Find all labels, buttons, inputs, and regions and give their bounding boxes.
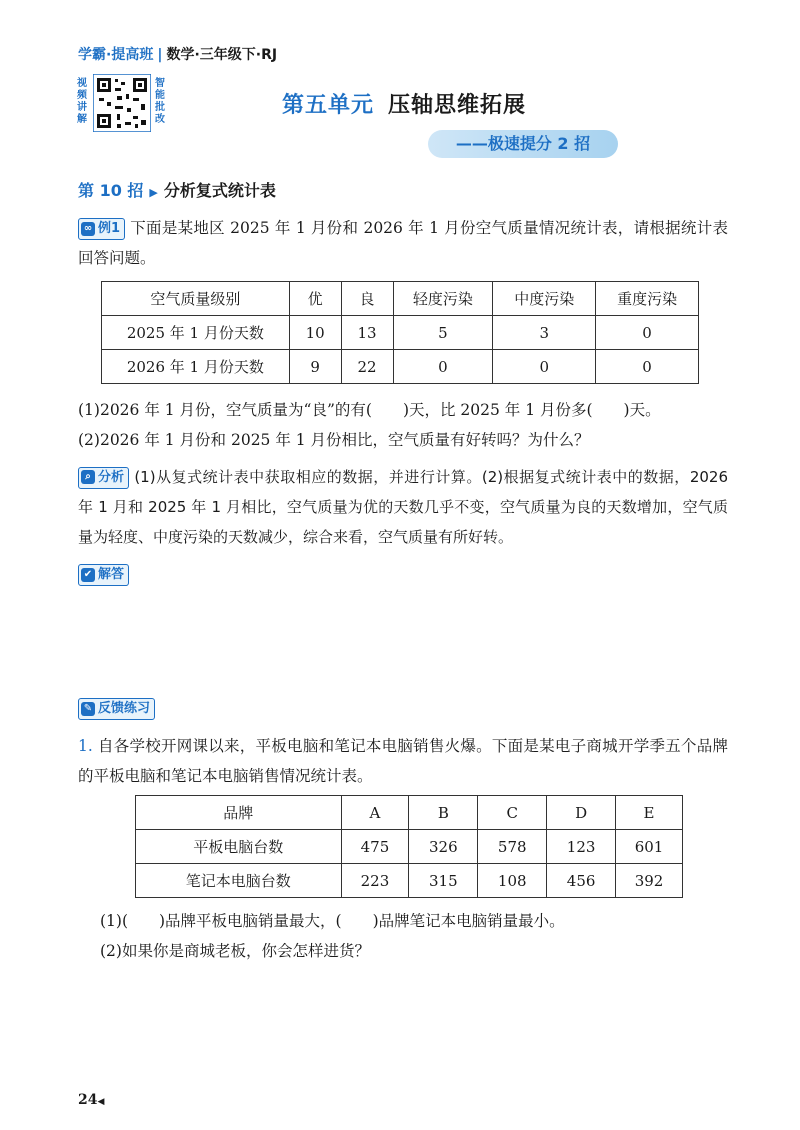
table-cell: 0 bbox=[493, 350, 596, 384]
unit-title bbox=[282, 88, 526, 119]
table-cell: 315 bbox=[409, 864, 478, 898]
brand-header bbox=[78, 44, 277, 64]
table-cell: 456 bbox=[547, 864, 616, 898]
answer-tag: ✔ 解答 bbox=[78, 564, 129, 586]
qr-right-label: 智能批改 bbox=[155, 78, 165, 125]
table-cell: 326 bbox=[409, 830, 478, 864]
table-cell: 123 bbox=[547, 830, 616, 864]
example-text: 下面是某地区 2025 年 1 月份和 2026 年 1 月份空气质量情况统计表，请根据统计表回答问题。 bbox=[78, 219, 728, 267]
brand-separator: | bbox=[157, 47, 163, 63]
example-question-1: (1)2026 年 1 月份，空气质量为“良”的有( )天，比 2025 年 1 月份多( )天。 bbox=[78, 401, 661, 419]
table-header-cell: 重度污染 bbox=[596, 282, 699, 316]
table-header-cell: 中度污染 bbox=[493, 282, 596, 316]
link-icon: ∞ bbox=[81, 222, 95, 236]
practice-text: 自各学校开网课以来，平板电脑和笔记本电脑销售火爆。下面是某电子商城开学季五个品牌的平板电脑和笔记本电脑销售情况统计表。 bbox=[78, 737, 728, 785]
section-title: 分析复式统计表 bbox=[163, 181, 276, 200]
table-cell: 22 bbox=[341, 350, 393, 384]
unit-name: 压轴思维拓展 bbox=[388, 93, 527, 118]
table-cell: 578 bbox=[478, 830, 547, 864]
table-cell: 3 bbox=[493, 316, 596, 350]
table-cell: 笔记本电脑台数 bbox=[136, 864, 342, 898]
table-cell: 9 bbox=[289, 350, 341, 384]
table-header-cell: D bbox=[547, 796, 616, 830]
table-cell: 10 bbox=[289, 316, 341, 350]
table-cell: 108 bbox=[478, 864, 547, 898]
example-question-2: (2)2026 年 1 月份和 2025 年 1 月份相比，空气质量有好转吗？为什么？ bbox=[78, 431, 590, 449]
table-cell: 0 bbox=[596, 316, 699, 350]
table-row bbox=[102, 350, 699, 384]
subject-label: 数学·三年级下·RJ bbox=[166, 47, 278, 63]
table-cell: 601 bbox=[616, 830, 683, 864]
qr-block[interactable] bbox=[76, 74, 166, 138]
table-header-cell: A bbox=[341, 796, 409, 830]
table-row bbox=[102, 316, 699, 350]
brand-name: 学霸·提高班 bbox=[78, 47, 154, 63]
example-tag: ∞ 例1 bbox=[78, 218, 125, 240]
table-cell: 223 bbox=[341, 864, 409, 898]
section-number: 第 10 招 bbox=[78, 181, 144, 200]
table-cell: 2025 年 1 月份天数 bbox=[102, 316, 290, 350]
table-cell: 0 bbox=[393, 350, 493, 384]
table-cell: 2026 年 1 月份天数 bbox=[102, 350, 290, 384]
table-header-cell: 品牌 bbox=[136, 796, 342, 830]
answer-heading bbox=[78, 564, 129, 586]
table-header-cell: 良 bbox=[341, 282, 393, 316]
table-cell: 0 bbox=[596, 350, 699, 384]
table-header-cell: 优 bbox=[289, 282, 341, 316]
table-cell: 392 bbox=[616, 864, 683, 898]
practice-heading bbox=[78, 698, 155, 720]
practice-paragraph bbox=[78, 731, 728, 791]
table-header-cell: B bbox=[409, 796, 478, 830]
sales-table bbox=[135, 795, 683, 898]
example-paragraph bbox=[78, 213, 728, 273]
table-header-row bbox=[136, 796, 683, 830]
pencil-icon: ✎ bbox=[81, 702, 95, 716]
table-header-cell: 空气质量级别 bbox=[102, 282, 290, 316]
practice-tag: ✎ 反馈练习 bbox=[78, 698, 155, 720]
qr-code-icon[interactable] bbox=[93, 74, 151, 132]
qr-left-label: 视频讲解 bbox=[77, 78, 87, 125]
practice-question-2: (2)如果你是商城老板，你会怎样进货？ bbox=[100, 942, 370, 960]
question-number: 1. bbox=[78, 737, 93, 755]
analysis-tag: ⌕ 分析 bbox=[78, 467, 129, 489]
air-quality-table bbox=[101, 281, 699, 384]
table-row bbox=[136, 830, 683, 864]
page-number: 24◀ bbox=[78, 1092, 105, 1108]
unit-subtitle: ——极速提分 2 招 bbox=[428, 130, 618, 158]
table-header-cell: 轻度污染 bbox=[393, 282, 493, 316]
table-cell: 平板电脑台数 bbox=[136, 830, 342, 864]
table-cell: 475 bbox=[341, 830, 409, 864]
section-heading bbox=[78, 178, 276, 201]
analysis-paragraph bbox=[78, 462, 728, 552]
table-header-cell: C bbox=[478, 796, 547, 830]
table-header-row bbox=[102, 282, 699, 316]
unit-number: 第五单元 bbox=[282, 93, 375, 118]
page-arrow-icon: ◀ bbox=[97, 1097, 105, 1107]
play-arrow-icon: ▶ bbox=[149, 186, 158, 199]
analysis-text: (1)从复式统计表中获取相应的数据，并进行计算。(2)根据复式统计表中的数据，2026 年 1 月和 2025 年 1 月相比，空气质量为优的天数几乎不变，空气质量为良的天数增加，空气质量为轻度、中度污染的天数减少，综合来看，空气质量有所好转。 bbox=[78, 468, 728, 546]
table-cell: 13 bbox=[341, 316, 393, 350]
table-header-cell: E bbox=[616, 796, 683, 830]
table-cell: 5 bbox=[393, 316, 493, 350]
magnifier-icon: ⌕ bbox=[81, 470, 95, 484]
check-icon: ✔ bbox=[81, 568, 95, 582]
table-row bbox=[136, 864, 683, 898]
practice-question-1: (1)( )品牌平板电脑销量最大，( )品牌笔记本电脑销量最小。 bbox=[100, 912, 565, 930]
